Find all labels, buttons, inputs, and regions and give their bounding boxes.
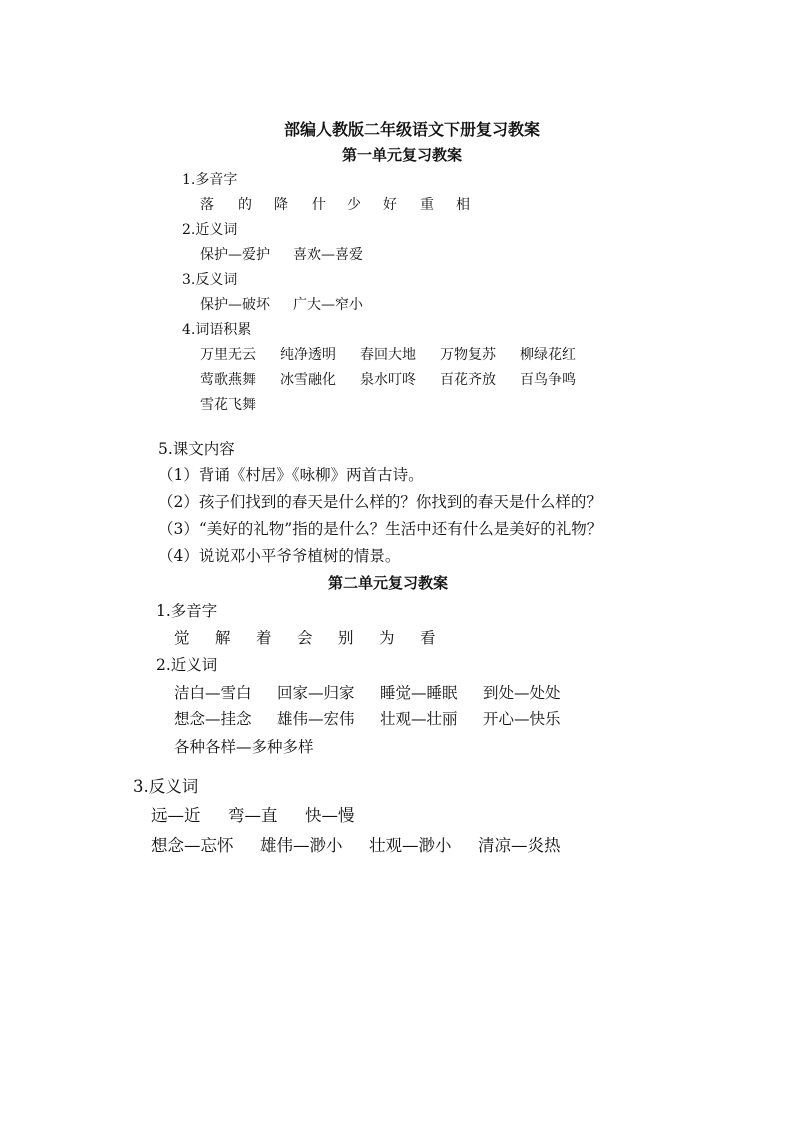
char: 什 [312,197,326,213]
vocab-word: 柳绿花红 [520,347,576,363]
word-pair: 想念—挂念 [174,710,252,728]
vocab-word: 百花齐放 [440,372,496,388]
unit1-section2-label: 2.近义词 [182,222,238,238]
vocab-word: 冰雪融化 [280,372,336,388]
lesson-item: （4）说说邓小平爷爷植树的情景。 [158,547,401,565]
synonym-row [174,735,314,757]
lesson-item: （1）背诵《村居》《咏柳》两首古诗。 [158,466,424,484]
char: 降 [274,197,288,213]
vocab-word: 百鸟争鸣 [520,372,576,388]
unit2-section3-label: 3.反义词 [133,777,199,796]
unit1-synonyms [200,244,363,264]
char: 重 [420,197,434,213]
vocab-word: 泉水叮咚 [360,372,416,388]
unit1-section4-label: 4.词语积累 [182,322,252,338]
antonym-row [151,802,355,826]
unit1-section1-label: 1.多音字 [182,172,238,188]
char: 为 [379,629,395,647]
antonym-row [151,832,561,856]
word-pair: 快—慢 [305,806,355,825]
word-pair: 各种各样—多种多样 [174,738,314,756]
char: 相 [456,197,470,213]
word-pair: 弯—直 [228,806,278,825]
unit2-section2-label: 2.近义词 [156,656,218,674]
lesson-item: （3）“美好的礼物”指的是什么？生活中还有什么是美好的礼物？ [158,520,603,538]
vocab-row [200,344,576,364]
unit2-heading: 第二单元复习教案 [328,574,449,592]
vocab-word: 万物复苏 [440,347,496,363]
word-pair: 开心—快乐 [483,710,561,728]
word-pair: 雄伟—渺小 [260,836,343,855]
synonym-row [174,707,561,729]
char: 会 [297,629,313,647]
char: 解 [215,629,231,647]
lesson-item: （2）孩子们找到的春天是什么样的？你找到的春天是什么样的？ [158,493,602,511]
word-pair: 雄伟—宏伟 [277,710,355,728]
word-pair: 广大—窄小 [293,297,363,313]
vocab-word: 万里无云 [200,347,256,363]
word-pair: 保护—爱护 [200,247,270,263]
word-pair: 清凉—炎热 [478,836,561,855]
char: 少 [347,197,361,213]
unit1-section3-label: 3.反义词 [182,272,238,288]
char: 落 [200,197,214,213]
word-pair: 壮观—壮丽 [380,710,458,728]
word-pair: 远—近 [151,806,201,825]
vocab-row [200,394,256,414]
word-pair: 喜欢—喜爱 [293,247,363,263]
synonym-row [174,681,561,703]
word-pair: 睡觉—睡眠 [380,684,458,702]
unit1-polyphonic-chars [200,194,470,214]
word-pair: 壮观—渺小 [369,836,452,855]
char: 着 [256,629,272,647]
vocab-word: 纯净透明 [280,347,336,363]
unit1-section5-label: 5.课文内容 [158,440,235,458]
vocab-row [200,369,576,389]
unit2-section1-label: 1.多音字 [156,602,218,620]
page-title: 部编人教版二年级语文下册复习教案 [284,120,541,139]
char: 的 [238,197,252,213]
vocab-word: 雪花飞舞 [200,397,256,413]
word-pair: 洁白—雪白 [174,684,252,702]
word-pair: 回家—归家 [277,684,355,702]
char: 看 [420,629,436,647]
unit1-antonyms [200,294,363,314]
char: 好 [383,197,397,213]
word-pair: 到处—处处 [483,684,561,702]
unit2-polyphonic-chars [174,626,436,648]
word-pair: 想念—忘怀 [151,836,234,855]
unit1-heading: 第一单元复习教案 [342,146,463,164]
word-pair: 保护—破坏 [200,297,270,313]
vocab-word: 莺歌燕舞 [200,372,256,388]
char: 别 [338,629,354,647]
vocab-word: 春回大地 [360,347,416,363]
char: 觉 [174,629,190,647]
